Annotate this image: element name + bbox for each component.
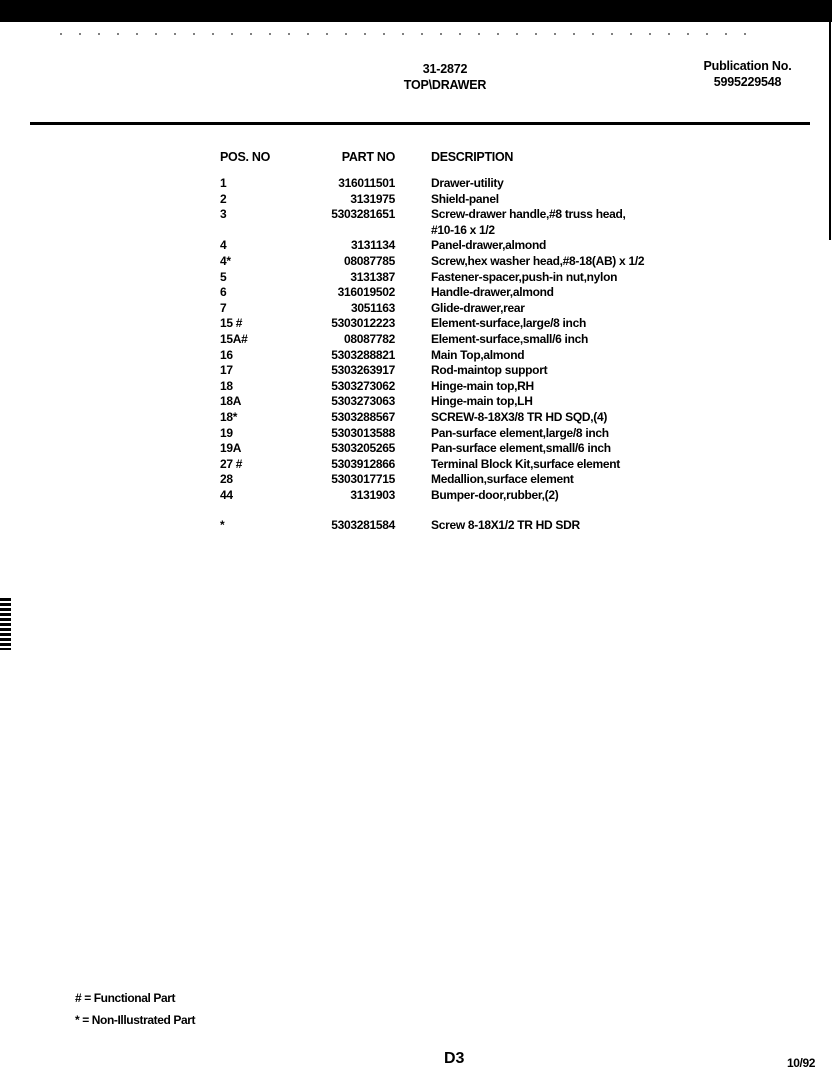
description: Hinge-main top,LH: [431, 394, 533, 409]
column-part-no: PART NO: [341, 150, 395, 164]
description: Rod-maintop support: [431, 363, 548, 378]
description: Drawer-utility: [431, 176, 504, 190]
description: Screw 8-18X1/2 TR HD SDR: [431, 518, 580, 533]
pos-no: 4: [220, 238, 227, 253]
description: Hinge-main top,RH: [431, 378, 534, 393]
description: Panel-drawer,almond: [431, 238, 547, 253]
description: Screw-drawer handle,#8 truss head,: [431, 207, 626, 222]
part-no: 5303013588: [331, 425, 395, 440]
description: Handle-drawer,almond: [431, 285, 554, 300]
part-no: 316011501: [338, 176, 395, 190]
part-no: 5303912866: [331, 456, 395, 471]
model-number: 31-2872: [422, 62, 468, 76]
description: #10-16 x 1/2: [431, 222, 495, 237]
pos-no: 28: [220, 472, 233, 487]
part-no: 5303281584: [331, 518, 395, 533]
pos-no: 2: [220, 191, 227, 206]
part-no: 5303205265: [331, 441, 395, 456]
document-header: [360, 61, 530, 93]
page-number: D3: [444, 1050, 465, 1067]
revision-date: 10/92: [787, 1056, 816, 1070]
description: Fastener-spacer,push-in nut,nylon: [431, 269, 618, 284]
pos-no: 3: [220, 207, 227, 222]
pos-no: 17: [220, 363, 233, 378]
part-no: 3131903: [350, 487, 395, 502]
part-no: 316019502: [337, 285, 395, 300]
part-no: 5303288821: [331, 347, 395, 362]
part-no: 3131134: [351, 238, 395, 253]
description: Element-surface,small/6 inch: [431, 331, 588, 346]
header-rule: [30, 122, 810, 125]
description: Screw,hex washer head,#8-18(AB) x 1/2: [431, 253, 645, 268]
part-no: 08087782: [344, 331, 395, 346]
description: SCREW-8-18X3/8 TR HD SQD,(4): [431, 409, 608, 424]
pos-no: 7: [220, 300, 227, 315]
pos-no: 6: [220, 285, 227, 300]
publication-number: 5995229548: [713, 75, 782, 89]
section-title: TOP\DRAWER: [403, 78, 487, 92]
description: Terminal Block Kit,surface element: [431, 456, 620, 471]
description: Shield-panel: [431, 191, 499, 206]
scan-left-marks: [0, 598, 11, 650]
scan-right-edge: [829, 22, 831, 240]
part-no: 5303263917: [331, 363, 395, 378]
part-no: 3131387: [350, 269, 395, 284]
pos-no: 27 #: [220, 456, 243, 471]
pos-no: 19A: [220, 441, 242, 456]
part-no: 5303281651: [331, 207, 395, 222]
part-no: 3131975: [350, 191, 395, 206]
pos-no: 4*: [220, 253, 231, 268]
publication-block: [690, 58, 805, 90]
pos-no: 18*: [220, 409, 238, 424]
pos-no: 5: [220, 269, 227, 284]
part-no: 08087785: [344, 253, 395, 268]
scan-noise: [60, 33, 760, 35]
description: Bumper-door,rubber,(2): [431, 487, 559, 502]
legend-functional: # = Functional Part: [75, 991, 176, 1005]
column-pos-no: POS. NO: [220, 150, 270, 164]
part-no: 5303273062: [331, 378, 395, 393]
pos-no: 19: [220, 425, 233, 440]
column-description: DESCRIPTION: [431, 150, 514, 164]
description: Glide-drawer,rear: [431, 300, 525, 315]
part-no: 5303017715: [331, 472, 395, 487]
pos-no: *: [220, 518, 225, 533]
description: Pan-surface element,small/6 inch: [431, 441, 611, 456]
part-no: 3051163: [351, 300, 395, 315]
description: Main Top,almond: [431, 347, 525, 362]
legend-non-illustrated: * = Non-Illustrated Part: [75, 1013, 196, 1027]
pos-no: 18A: [220, 394, 242, 409]
part-no: 5303012223: [331, 316, 395, 331]
part-no: 5303273063: [331, 394, 395, 409]
pos-no: 1: [220, 176, 227, 190]
part-no: 5303288567: [331, 409, 395, 424]
pos-no: 16: [220, 347, 233, 362]
description: Medallion,surface element: [431, 472, 574, 487]
scan-top-border: [0, 0, 832, 22]
pos-no: 15A#: [220, 331, 248, 346]
pos-no: 18: [220, 378, 233, 393]
publication-label: Publication No.: [703, 59, 792, 73]
description: Pan-surface element,large/8 inch: [431, 425, 609, 440]
pos-no: 15 #: [220, 316, 243, 331]
description: Element-surface,large/8 inch: [431, 316, 586, 331]
pos-no: 44: [220, 487, 233, 502]
legend: [75, 987, 195, 1031]
